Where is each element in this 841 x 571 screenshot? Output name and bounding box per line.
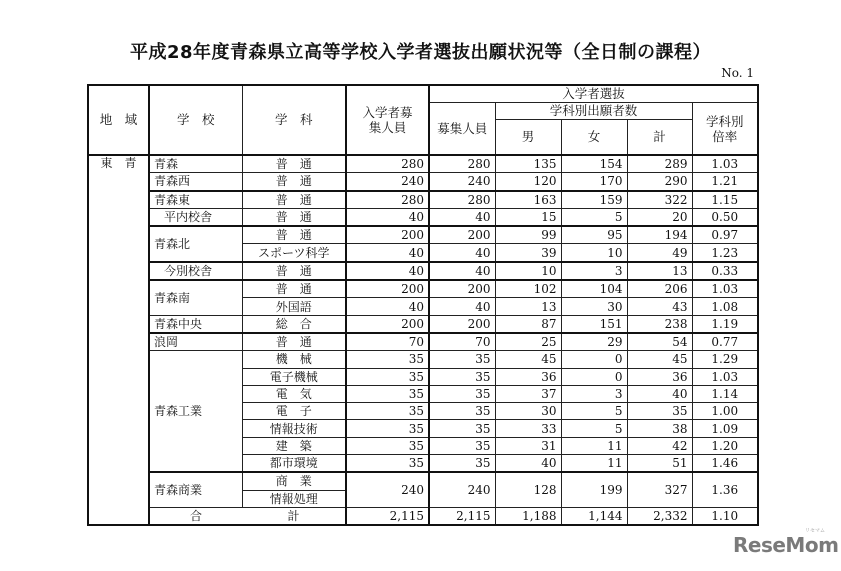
cap: 40 [429, 208, 495, 226]
cap: 240 [429, 472, 495, 507]
cap-total: 240 [346, 173, 429, 191]
application-status-table [87, 84, 759, 526]
cap-total: 35 [346, 385, 429, 402]
ratio: 0.97 [692, 226, 758, 244]
dept-name: 普 通 [242, 208, 346, 226]
total-count: 38 [627, 420, 692, 437]
school-name: 平内校舎 [149, 208, 242, 226]
total-count: 206 [627, 280, 692, 298]
cap: 35 [429, 403, 495, 420]
female-count: 154 [561, 155, 627, 173]
female-count: 199 [561, 472, 627, 507]
total-count: 327 [627, 472, 692, 507]
male-count: 10 [495, 262, 561, 280]
cap: 240 [429, 173, 495, 191]
male-count: 135 [495, 155, 561, 173]
header-school: 学 校 [149, 85, 242, 155]
total-count: 40 [627, 385, 692, 402]
dept-name: 都市環境 [242, 455, 346, 473]
male-count: 30 [495, 403, 561, 420]
dept-name: 機 械 [242, 351, 346, 368]
cap: 35 [429, 420, 495, 437]
ratio: 1.21 [692, 173, 758, 191]
ratio: 1.08 [692, 298, 758, 315]
female-count: 104 [561, 280, 627, 298]
dept-name: 情報処理 [242, 490, 346, 507]
dept-name: 普 通 [242, 262, 346, 280]
ratio: 0.50 [692, 208, 758, 226]
header-total: 計 [627, 120, 692, 156]
school-name: 青森工業 [149, 351, 242, 473]
total-count: 13 [627, 262, 692, 280]
total-count: 289 [627, 155, 692, 173]
total-count: 36 [627, 368, 692, 385]
total-count: 35 [627, 403, 692, 420]
dept-name: 建 築 [242, 437, 346, 454]
total-count: 238 [627, 315, 692, 333]
female-count: 11 [561, 455, 627, 473]
school-name: 青森商業 [149, 472, 242, 507]
total-count: 49 [627, 244, 692, 262]
ratio: 1.15 [692, 191, 758, 209]
total-count: 322 [627, 191, 692, 209]
total-cap-total: 2,115 [346, 507, 429, 525]
female-count: 95 [561, 226, 627, 244]
ratio: 1.19 [692, 315, 758, 333]
female-count: 159 [561, 191, 627, 209]
female-count: 10 [561, 244, 627, 262]
total-female: 1,144 [561, 507, 627, 525]
male-count: 15 [495, 208, 561, 226]
ratio: 1.14 [692, 385, 758, 402]
dept-name: 外国語 [242, 298, 346, 315]
male-count: 39 [495, 244, 561, 262]
female-count: 5 [561, 208, 627, 226]
school-name: 青森東 [149, 191, 242, 209]
dept-name: 普 通 [242, 191, 346, 209]
ratio: 1.03 [692, 155, 758, 173]
cap-total: 35 [346, 403, 429, 420]
female-count: 151 [561, 315, 627, 333]
female-count: 170 [561, 173, 627, 191]
total-count: 51 [627, 455, 692, 473]
dept-name: 電 気 [242, 385, 346, 402]
header-ratio: 学科別倍率 [692, 103, 758, 156]
male-count: 13 [495, 298, 561, 315]
female-count: 5 [561, 420, 627, 437]
male-count: 45 [495, 351, 561, 368]
total-count: 54 [627, 333, 692, 351]
cap-total: 280 [346, 191, 429, 209]
male-count: 102 [495, 280, 561, 298]
cap: 35 [429, 437, 495, 454]
male-count: 163 [495, 191, 561, 209]
total-count: 20 [627, 208, 692, 226]
cap-total: 35 [346, 420, 429, 437]
total-label-2: 計 [242, 507, 346, 525]
cap-total: 35 [346, 437, 429, 454]
cap-total: 40 [346, 262, 429, 280]
header-region: 地 域 [88, 85, 149, 155]
header-dept: 学 科 [242, 85, 346, 155]
total-total: 2,332 [627, 507, 692, 525]
total-count: 194 [627, 226, 692, 244]
cap: 280 [429, 191, 495, 209]
cap-total: 280 [346, 155, 429, 173]
male-count: 33 [495, 420, 561, 437]
ratio: 1.03 [692, 368, 758, 385]
cap: 35 [429, 368, 495, 385]
cap: 40 [429, 244, 495, 262]
dept-name: 商 業 [242, 472, 346, 490]
female-count: 0 [561, 351, 627, 368]
total-count: 42 [627, 437, 692, 454]
cap: 280 [429, 155, 495, 173]
cap-total: 70 [346, 333, 429, 351]
male-count: 36 [495, 368, 561, 385]
ratio: 1.36 [692, 472, 758, 507]
total-label-1: 合 [149, 507, 242, 525]
dept-name: 普 通 [242, 155, 346, 173]
school-name: 青森南 [149, 280, 242, 315]
male-count: 99 [495, 226, 561, 244]
dept-name: 普 通 [242, 333, 346, 351]
dept-name: 電子機械 [242, 368, 346, 385]
cap: 40 [429, 262, 495, 280]
total-cap: 2,115 [429, 507, 495, 525]
ratio: 0.77 [692, 333, 758, 351]
cap-total: 40 [346, 244, 429, 262]
dept-name: 普 通 [242, 226, 346, 244]
header-capacity-total: 入学者募集人員 [346, 85, 429, 155]
ratio: 1.20 [692, 437, 758, 454]
resemom-logo: ReseMom [733, 533, 839, 557]
male-count: 40 [495, 455, 561, 473]
dept-name: 普 通 [242, 173, 346, 191]
female-count: 3 [561, 385, 627, 402]
cap: 35 [429, 455, 495, 473]
school-name: 青森西 [149, 173, 242, 191]
ratio: 1.23 [692, 244, 758, 262]
ratio: 1.09 [692, 420, 758, 437]
page-number: No. 1 [721, 66, 754, 80]
header-female: 女 [561, 120, 627, 156]
school-name: 青森中央 [149, 315, 242, 333]
ratio: 1.00 [692, 403, 758, 420]
total-count: 45 [627, 351, 692, 368]
document-title: 平成28年度青森県立高等学校入学者選抜出願状況等（全日制の課程） [129, 42, 712, 63]
school-name: 青森北 [149, 226, 242, 262]
female-count: 29 [561, 333, 627, 351]
header-male: 男 [495, 120, 561, 156]
total-count: 290 [627, 173, 692, 191]
female-count: 3 [561, 262, 627, 280]
cap: 35 [429, 351, 495, 368]
dept-name: 総 合 [242, 315, 346, 333]
ratio: 1.03 [692, 280, 758, 298]
male-count: 87 [495, 315, 561, 333]
female-count: 5 [561, 403, 627, 420]
female-count: 0 [561, 368, 627, 385]
cap: 200 [429, 315, 495, 333]
cap-total: 35 [346, 455, 429, 473]
ratio: 0.33 [692, 262, 758, 280]
cap-total: 200 [346, 280, 429, 298]
cap: 70 [429, 333, 495, 351]
cap-total: 200 [346, 226, 429, 244]
cap-total: 35 [346, 368, 429, 385]
school-name: 浪岡 [149, 333, 242, 351]
female-count: 30 [561, 298, 627, 315]
male-count: 128 [495, 472, 561, 507]
total-male: 1,188 [495, 507, 561, 525]
cap: 40 [429, 298, 495, 315]
dept-name: 普 通 [242, 280, 346, 298]
ratio: 1.46 [692, 455, 758, 473]
male-count: 37 [495, 385, 561, 402]
ratio: 1.29 [692, 351, 758, 368]
school-name: 青森 [149, 155, 242, 173]
male-count: 31 [495, 437, 561, 454]
male-count: 25 [495, 333, 561, 351]
dept-name: スポーツ科学 [242, 244, 346, 262]
male-count: 120 [495, 173, 561, 191]
cap: 200 [429, 226, 495, 244]
cap: 35 [429, 385, 495, 402]
header-applicants-by-dept: 学科別出願者数 [495, 103, 692, 120]
cap-total: 200 [346, 315, 429, 333]
header-selection: 入学者選抜 [429, 85, 758, 103]
region-cell: 東 青 [88, 155, 149, 525]
cap-total: 35 [346, 351, 429, 368]
dept-name: 情報技術 [242, 420, 346, 437]
resemom-logo-sub: リセマム [805, 528, 825, 534]
cap-total: 240 [346, 472, 429, 507]
dept-name: 電 子 [242, 403, 346, 420]
cap: 200 [429, 280, 495, 298]
cap-total: 40 [346, 208, 429, 226]
total-ratio: 1.10 [692, 507, 758, 525]
header-capacity: 募集人員 [429, 103, 495, 156]
cap-total: 40 [346, 298, 429, 315]
total-count: 43 [627, 298, 692, 315]
female-count: 11 [561, 437, 627, 454]
school-name: 今別校舎 [149, 262, 242, 280]
